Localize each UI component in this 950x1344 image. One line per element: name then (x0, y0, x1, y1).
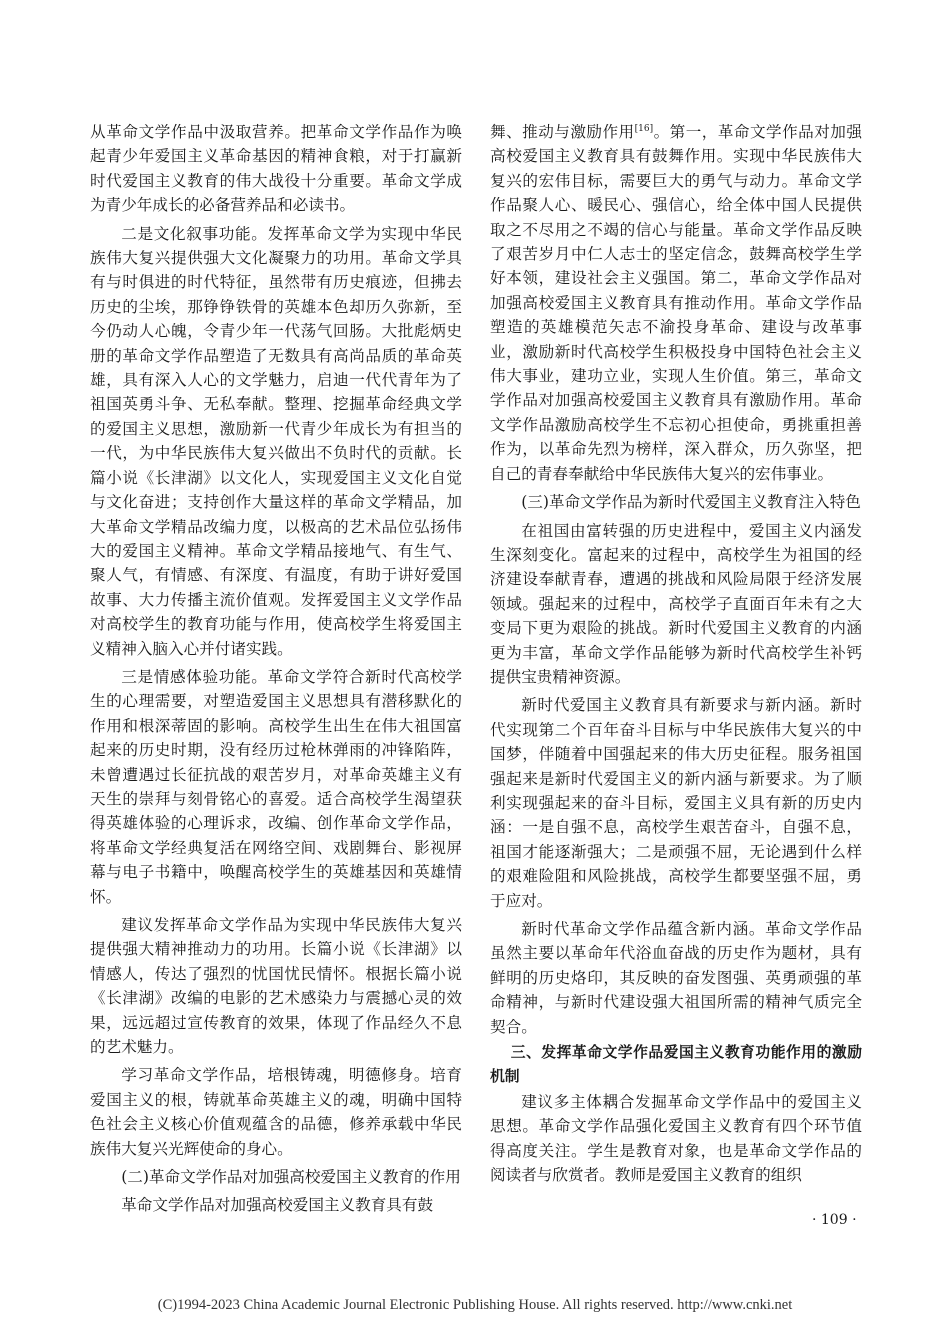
paragraph: 在祖国由富转强的历史进程中，爱国主义内涵发生深刻变化。富起来的过程中，高校学生为祖国的经济建设奉献青春，遭遇的挑战和风险局限于经济发展领域。强起来的过程中，高校学子直面百年未有之大变局下更为艰险的挑战。新时代爱国主义教育的内涵更为丰富，革命文学作品能够为新时代高校学生补钙提供宝贵精神资源。 (490, 521, 862, 686)
paragraph: 学习革命文学作品，培根铸魂，明德修身。培育爱国主义的根，铸就革命英雄主义的魂，明确中国特色社会主义核心价值观蕴含的品德，修养承载中华民族伟大复兴光辉使命的身心。 (90, 1066, 462, 1158)
paragraph: 从革命文学作品中汲取营养。把革命文学作品作为唤起青少年爱国主义革命基因的精神食粮，对于打赢新时代爱国主义教育的伟大战役十分重要。革命文学成为青少年成长的必备营养品和必读书。 (90, 123, 462, 215)
paragraph: 三是情感体验功能。革命文学符合新时代高校学生的心理需要，对塑造爱国主义思想具有潜移默化的作用和根深蒂固的影响。高校学生出生在伟大祖国富起来的历史时期，没有经历过枪林弹雨的冲锋陷阵，未曾遭遇过长征抗战的艰苦岁月，对革命英雄主义有天生的崇拜与刻骨铭心的喜爱。适合高校学生渴望获得英雄体验的心理诉求，改编、创作革命文学作品，将革命文学经典复活在网络空间、戏剧舞台、影视屏幕与电子书籍中，唤醒高校学生的英雄基因和英雄情怀。 (90, 667, 462, 906)
paragraph: 建议发挥革命文学作品为实现中华民族伟大复兴提供强大精神推动力的功用。长篇小说《长津湖》以情感人，传达了强烈的忧国忧民情怀。根据长篇小说《长津湖》改编的电影的艺术感染力与震撼心灵的效果，远远超过宣传教育的效果，体现了作品经久不息的艺术魅力。 (90, 916, 462, 1057)
left-column (90, 120, 462, 1218)
subsection-heading: (二)革命文学作品对加强高校爱国主义教育的作用 (121, 1168, 461, 1187)
paragraph-text: 舞、推动与激励作用 (490, 123, 635, 141)
right-column (490, 120, 862, 1187)
paragraph: 建议多主体耦合发掘革命文学作品中的爱国主义思想。革命文学作品强化爱国主义教育有四个环节值得高度关注。学生是教育对象，也是革命文学作品的阅读者与欣赏者。教师是爱国主义教育的组织 (490, 1092, 862, 1185)
citation-ref: [16] (634, 123, 654, 134)
subsection-heading: (三)革命文学作品为新时代爱国主义教育注入特色 (521, 493, 861, 512)
section-heading: 三、发挥革命文学作品爱国主义教育功能作用的激励机制 (490, 1044, 862, 1086)
paragraph: 革命文学作品对加强高校爱国主义教育具有鼓 (121, 1196, 434, 1215)
paragraph: 二是文化叙事功能。发挥革命文学为实现中华民族伟大复兴提供强大文化凝聚力的功用。革命文学具有与时俱进的时代特征，虽然带有历史痕迹，但拂去历史的尘埃，那铮铮铁骨的英雄本色却历久弥新，至今仍动人心魄，令青少年一代荡气回肠。大批彪炳史册的革命文学作品塑造了无数具有高尚品质的革命英雄，具有深入人心的文学魅力，启迪一代代青年为了祖国英勇斗争、无私奉献。整理、挖掘革命经典文学的爱国主义思想，激励新一代青少年成长为有担当的一代，为中华民族伟大复兴做出不负时代的贡献。长篇小说《长津湖》以文化人，实现爱国主义文化自觉与文化奋进；支持创作大量这样的革命文学精品，加大革命文学精品改编力度，以极高的艺术品位弘扬伟大的爱国主义精神。革命文学精品接地气、有生气、聚人气，有情感、有深度、有温度，有助于讲好爱国故事、大力传播主流价值观。发挥爱国主义文学作品对高校学生的教育功能与作用，使高校学生将爱国主义精神入脑入心并付诸实践。 (90, 224, 462, 658)
copyright-footer: (C)1994-2023 China Academic Journal Electronic Publishing House. All rights reserved. http://www.cnki.net (157, 1297, 793, 1313)
page-number: · 109 · (812, 1212, 857, 1228)
paragraph: 新时代爱国主义教育具有新要求与新内涵。新时代实现第二个百年奋斗目标与中华民族伟大复兴的中国梦，伴随着中国强起来的伟大历史征程。服务祖国强起来是新时代爱国主义的新内涵与新要求。为了顺利实现强起来的奋斗目标，爱国主义具有新的历史内涵：一是自强不息，高校学生艰苦奋斗，自强不息，祖国才能逐渐强大；二是顽强不屈，无论遇到什么样的艰难险阻和风险挑战，高校学生都要坚强不屈，勇于应对。 (490, 696, 862, 910)
paragraph: 新时代革命文学作品蕴含新内涵。革命文学作品虽然主要以革命年代浴血奋战的历史作为题材，具有鲜明的历史烙印，其反映的奋发图强、英勇顽强的革命精神，与新时代建设强大祖国所需的精神气质完全契合。 (490, 920, 862, 1036)
paragraph-text: 。第一，革命文学作品对加强高校爱国主义教育具有鼓舞作用。实现中华民族伟大复兴的宏伟目标，需要巨大的勇气与动力。革命文学作品聚人心、暖民心、强信心，给全体中国人民提供取之不尽用之不竭的信心与能量。革命文学作品反映了艰苦岁月中仁人志士的坚定信念，鼓舞高校学生学好本领，建设社会主义强国。第二，革命文学作品对加强高校爱国主义教育具有推动作用。革命文学作品塑造的英雄模范矢志不渝投身革命、建设与改革事业，激励新时代高校学生积极投身中国特色社会主义伟大事业，建功立业，实现人生价值。第三，革命文学作品对加强高校爱国主义教育具有激励作用。革命文学作品激励高校学生不忘初心担使命，勇挑重担善作为，以革命先烈为榜样，深入群众，历久弥坚，把自己的青春奉献给中华民族伟大复兴的宏伟事业。 (490, 123, 862, 483)
paragraph (490, 120, 862, 486)
